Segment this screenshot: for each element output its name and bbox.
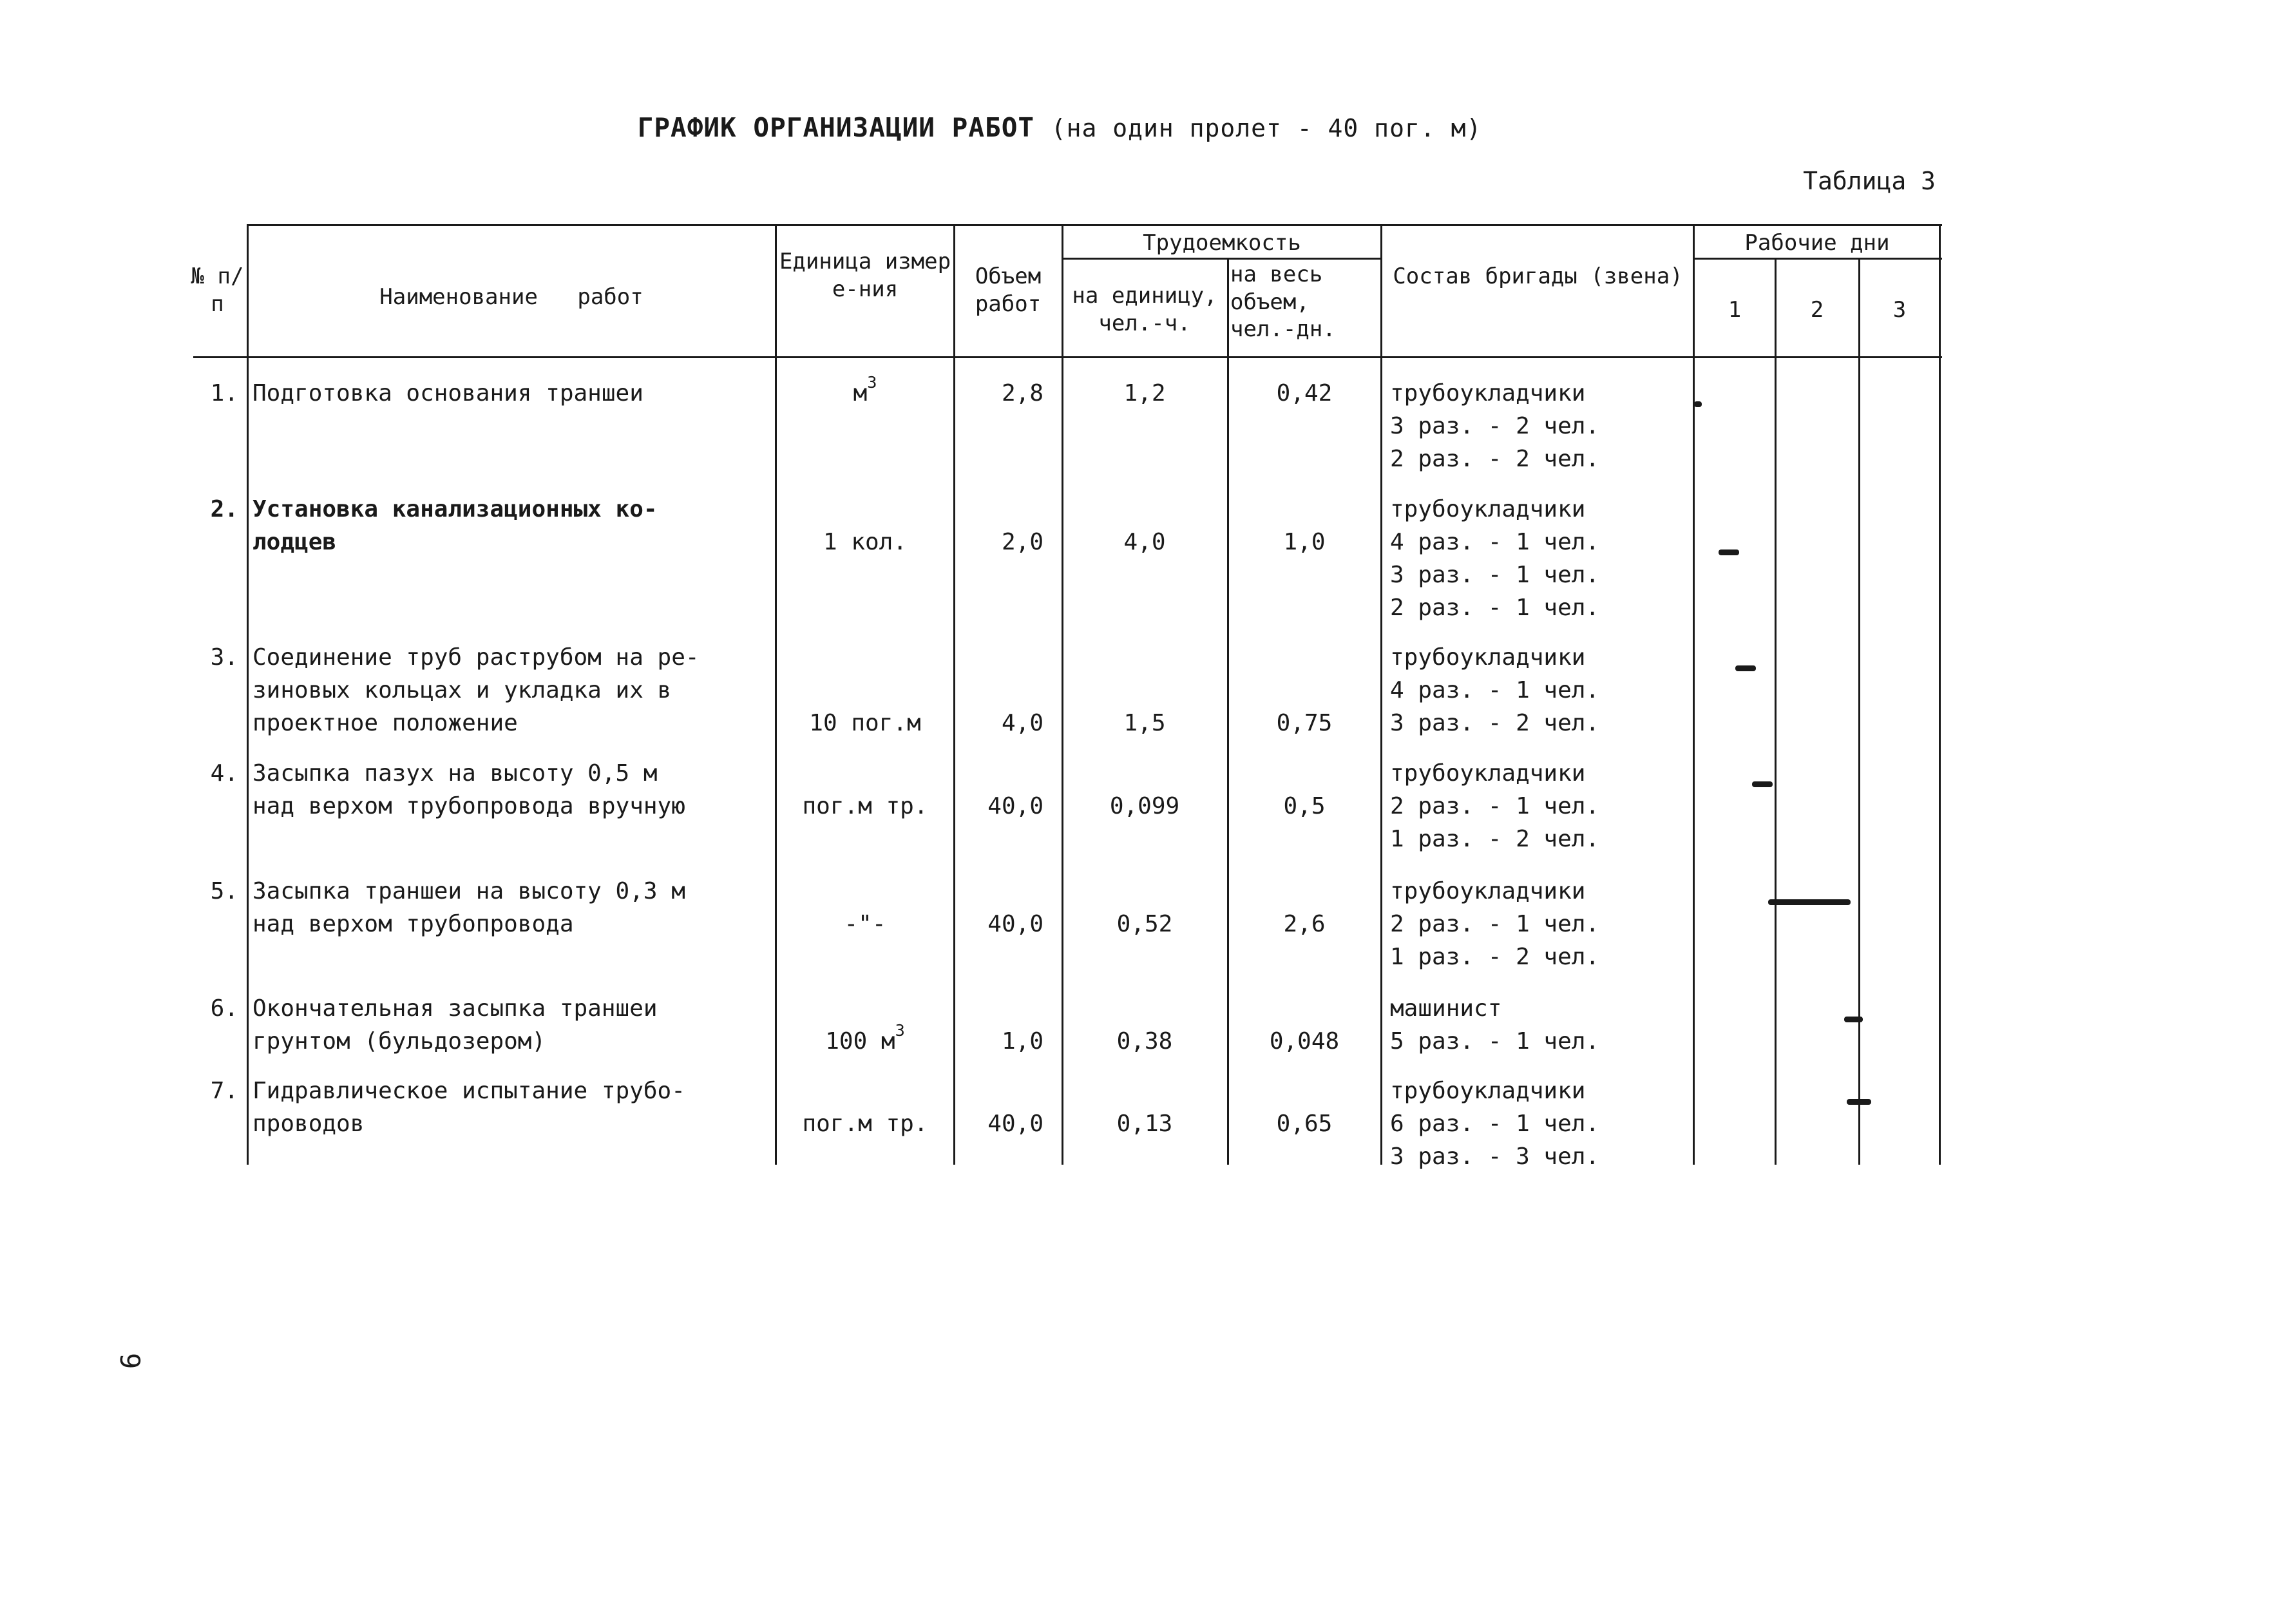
row-volume: 2,0 — [1001, 529, 1043, 555]
schedule-bar — [1694, 401, 1702, 407]
row-crew — [1390, 757, 1693, 855]
row-unit — [778, 526, 952, 559]
document-title — [0, 112, 2119, 143]
row-number: 1. — [210, 380, 238, 406]
col-rule-day2 — [1858, 258, 1860, 1165]
row-name — [252, 641, 768, 740]
crew-line: трубоукладчики — [1390, 1078, 1586, 1104]
row-labor-total: 0,75 — [1276, 710, 1333, 736]
header-unit: Единица измере-ния — [779, 249, 951, 302]
schedule-bar — [1844, 1017, 1863, 1022]
schedule-bar — [1768, 899, 1851, 905]
crew-line: 2 раз. - 1 чел. — [1390, 793, 1600, 820]
header-labor-total: на весь объем, чел.-дн. — [1230, 262, 1336, 342]
row-crew — [1390, 493, 1693, 624]
row-crew — [1390, 1075, 1693, 1173]
row-unit — [778, 1020, 952, 1058]
row-unit — [778, 707, 952, 740]
header-crew: Состав бригады (звена) — [1393, 263, 1683, 289]
rule-header-bottom — [193, 356, 1942, 358]
row-name — [252, 757, 768, 823]
header-volume: Объем работ — [975, 263, 1042, 317]
row-name-line: Окончательная засыпка траншеи — [252, 995, 658, 1022]
crew-line: трубоукладчики — [1390, 760, 1586, 787]
title-parenthetical: (на один пролет - 40 пог. м) — [1051, 114, 1482, 142]
page-number: 9 — [114, 1353, 146, 1370]
rule-top — [248, 224, 1942, 226]
crew-line: трубоукладчики — [1390, 878, 1586, 904]
crew-line: 1 раз. - 2 чел. — [1390, 944, 1600, 971]
header-days: Рабочие дни — [1744, 230, 1890, 256]
row-labor-total: 0,048 — [1269, 1028, 1340, 1055]
schedule-bar — [1752, 781, 1773, 787]
row-unit — [778, 372, 952, 410]
rule-labor-sub — [1063, 258, 1382, 260]
col-rule-name — [775, 224, 777, 1165]
row-name-line: над верхом трубопровода — [252, 911, 574, 938]
row-labor-per-unit: 0,099 — [1109, 793, 1180, 819]
row-volume: 40,0 — [987, 793, 1043, 819]
row-labor-per-unit: 0,52 — [1116, 911, 1173, 937]
row-name — [252, 875, 768, 941]
row-unit — [778, 908, 952, 941]
header-day-3: 3 — [1892, 297, 1907, 323]
row-number: 5. — [210, 878, 238, 904]
crew-line: 6 раз. - 1 чел. — [1390, 1111, 1600, 1138]
row-crew — [1390, 641, 1693, 740]
row-name-line: Подготовка основания траншеи — [252, 380, 643, 406]
crew-line: 2 раз. - 2 чел. — [1390, 446, 1600, 473]
col-rule-num — [247, 224, 249, 1165]
crew-line: 3 раз. - 2 чел. — [1390, 413, 1600, 440]
row-labor-per-unit: 1,2 — [1123, 380, 1166, 406]
row-unit — [778, 790, 952, 823]
crew-line: 4 раз. - 1 чел. — [1390, 529, 1600, 556]
schedule-bar — [1847, 1099, 1871, 1105]
row-labor-per-unit: 1,5 — [1123, 710, 1166, 736]
row-number: 6. — [210, 995, 238, 1022]
row-volume: 40,0 — [987, 911, 1043, 937]
col-rule-labor-total — [1380, 224, 1382, 1165]
crew-line: трубоукладчики — [1390, 496, 1586, 522]
crew-line: 3 раз. - 2 чел. — [1390, 710, 1600, 737]
col-rule-volume — [1062, 224, 1063, 1165]
schedule-bar — [1719, 549, 1739, 555]
row-volume: 2,8 — [1001, 380, 1043, 406]
header-name: Наименование работ — [379, 284, 643, 310]
crew-line: трубоукладчики — [1390, 380, 1586, 406]
row-number: 4. — [210, 760, 238, 787]
unit-text: 1 кол. — [823, 529, 908, 555]
crew-line: 2 раз. - 1 чел. — [1390, 595, 1600, 622]
col-rule-unit — [953, 224, 955, 1165]
row-name-line: проводов — [252, 1111, 365, 1138]
col-rule-right — [1939, 224, 1941, 1165]
title-main: ГРАФИК ОРГАНИЗАЦИИ РАБОТ — [637, 112, 1035, 143]
crew-line: машинист — [1390, 995, 1502, 1022]
col-rule-labor — [1227, 258, 1229, 1165]
row-labor-per-unit: 4,0 — [1123, 529, 1166, 555]
row-labor-per-unit: 0,38 — [1116, 1028, 1173, 1055]
row-name-line: над верхом трубопровода вручную — [252, 793, 685, 820]
crew-line: 2 раз. - 1 чел. — [1390, 911, 1600, 938]
row-name-line: Гидравлическое испытание трубо- — [252, 1078, 685, 1104]
header-day-2: 2 — [1810, 297, 1824, 323]
crew-line: 3 раз. - 3 чел. — [1390, 1143, 1600, 1170]
table-label: Таблица 3 — [1803, 167, 1936, 195]
unit-text: 100 м — [825, 1028, 895, 1055]
row-name-line: Засыпка траншеи на высоту 0,3 м — [252, 878, 685, 904]
row-labor-total: 0,65 — [1276, 1111, 1333, 1137]
crew-line: 3 раз. - 1 чел. — [1390, 562, 1600, 589]
row-name-line: лодцев — [252, 529, 337, 556]
row-name-line: проектное положение — [252, 710, 518, 737]
row-name-line: грунтом (бульдозером) — [252, 1028, 546, 1055]
unit-text: -"- — [844, 911, 886, 937]
row-name — [252, 493, 768, 559]
crew-line: 5 раз. - 1 чел. — [1390, 1028, 1600, 1055]
header-num: № п/п — [191, 263, 244, 317]
row-labor-total: 2,6 — [1283, 911, 1326, 937]
schedule-bar — [1735, 665, 1756, 671]
row-labor-total: 1,0 — [1283, 529, 1326, 555]
crew-line: трубоукладчики — [1390, 644, 1586, 671]
row-unit — [778, 1107, 952, 1140]
col-rule-day1 — [1775, 258, 1777, 1165]
row-name — [252, 377, 768, 410]
unit-superscript: 3 — [895, 1020, 905, 1040]
unit-text: м — [853, 380, 868, 406]
header-labor-unit: на единицу, чел.-ч. — [1072, 283, 1217, 336]
row-labor-per-unit: 0,13 — [1116, 1111, 1173, 1137]
row-name-line: Засыпка пазух на высоту 0,5 м — [252, 760, 658, 787]
row-volume: 40,0 — [987, 1111, 1043, 1137]
unit-text: пог.м тр. — [802, 1111, 928, 1137]
row-number: 7. — [210, 1078, 238, 1104]
header-labor: Трудоемкость — [1143, 230, 1301, 256]
row-name-line: Установка канализационных ко- — [252, 496, 658, 522]
header-day-1: 1 — [1728, 297, 1742, 323]
rule-days-sub — [1694, 258, 1942, 260]
unit-superscript: 3 — [867, 372, 877, 392]
unit-text: пог.м тр. — [802, 793, 928, 819]
col-rule-crew — [1693, 224, 1695, 1165]
row-name — [252, 992, 768, 1058]
unit-text: 10 пог.м — [809, 710, 921, 736]
row-labor-total: 0,5 — [1283, 793, 1326, 819]
row-number: 2. — [210, 496, 238, 522]
row-volume: 1,0 — [1001, 1028, 1043, 1055]
row-crew — [1390, 377, 1693, 475]
row-crew — [1390, 875, 1693, 973]
row-labor-total: 0,42 — [1276, 380, 1333, 406]
row-volume: 4,0 — [1001, 710, 1043, 736]
row-name — [252, 1075, 768, 1140]
row-name-line: зиновых кольцах и укладка их в — [252, 677, 672, 704]
row-crew — [1390, 992, 1693, 1058]
row-name-line: Соединение труб раструбом на ре- — [252, 644, 700, 671]
crew-line: 1 раз. - 2 чел. — [1390, 826, 1600, 853]
crew-line: 4 раз. - 1 чел. — [1390, 677, 1600, 704]
row-number: 3. — [210, 644, 238, 671]
